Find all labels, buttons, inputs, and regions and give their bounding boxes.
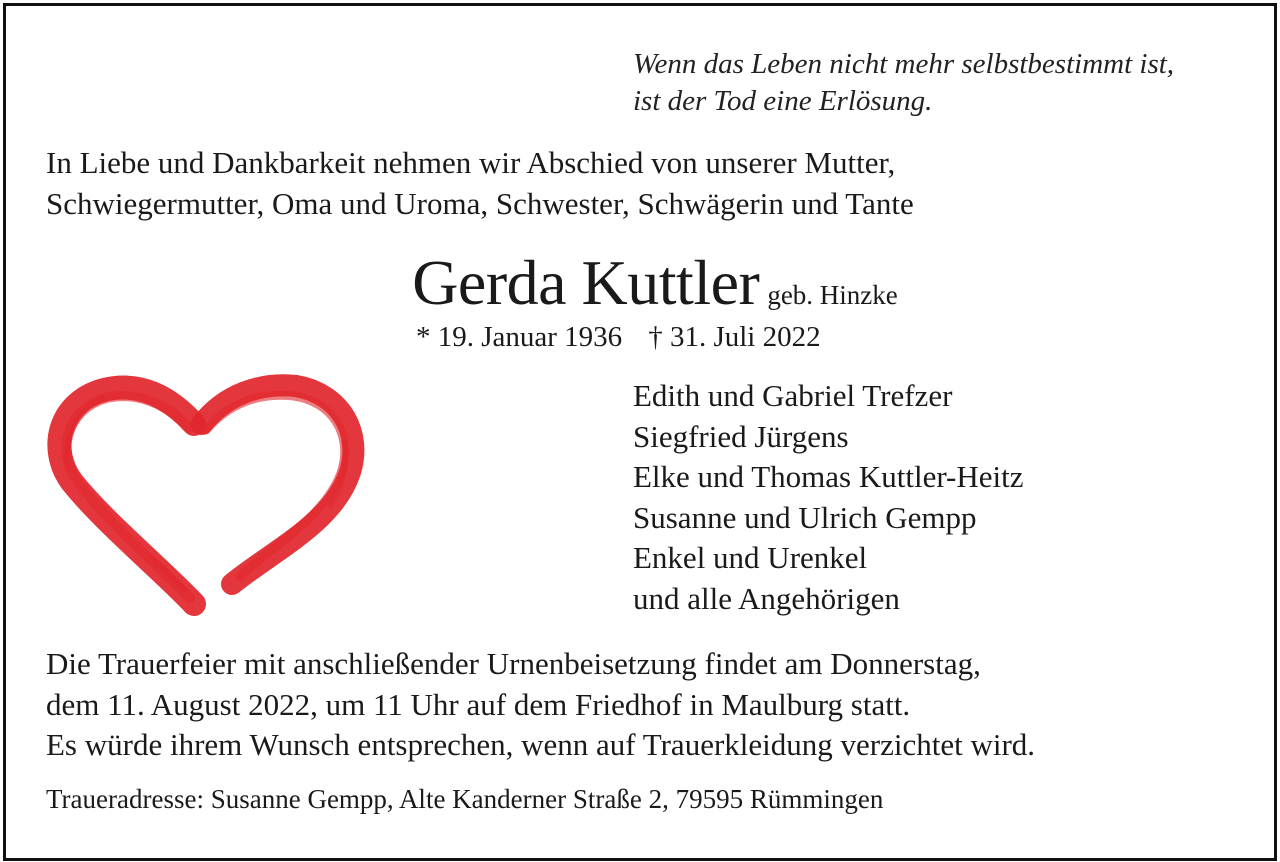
deceased-name: Gerda Kuttler (412, 247, 760, 318)
deceased-heading (0, 248, 1280, 318)
motto-line-1: Wenn das Leben nicht mehr selbstbestimmt ist, (633, 48, 1175, 80)
service-line-3: Es würde ihrem Wunsch entsprechen, wenn auf Trauerkleidung verzichtet wird. (46, 727, 1036, 762)
maiden-name: geb. Hinzke (767, 280, 898, 310)
life-dates (416, 318, 821, 356)
mourner-item: Enkel und Urenkel (633, 540, 868, 576)
motto-quote (633, 46, 1174, 120)
mourners-list (633, 376, 1024, 620)
death-date: † 31. Juli 2022 (648, 321, 821, 353)
birth-date: * 19. Januar 1936 (416, 321, 623, 353)
mourner-item: Elke und Thomas Kuttler-Heitz (633, 459, 1024, 495)
intro-line-1: In Liebe und Dankbarkeit nehmen wir Abschied von unserer Mutter, (46, 145, 896, 180)
intro-line-2: Schwiegermutter, Oma und Uroma, Schwester, Schwägerin und Tante (46, 186, 914, 221)
mourner-item: Siegfried Jürgens (633, 418, 849, 454)
mourner-item: Susanne und Ulrich Gempp (633, 499, 977, 535)
service-info (46, 644, 1035, 766)
intro-text (46, 142, 914, 224)
service-line-1: Die Trauerfeier mit anschließender Urnenbeisetzung findet am Donnerstag, (46, 646, 981, 681)
heart-icon (44, 372, 374, 622)
mourner-item: und alle Angehörigen (633, 580, 900, 616)
mourner-item: Edith und Gabriel Trefzer (633, 378, 953, 413)
service-line-2: dem 11. August 2022, um 11 Uhr auf dem Friedhof in Maulburg statt. (46, 686, 911, 722)
mourning-address: Traueradresse: Susanne Gempp, Alte Kanderner Straße 2, 79595 Rümmingen (46, 784, 884, 814)
motto-line-2: ist der Tod eine Erlösung. (633, 85, 933, 117)
